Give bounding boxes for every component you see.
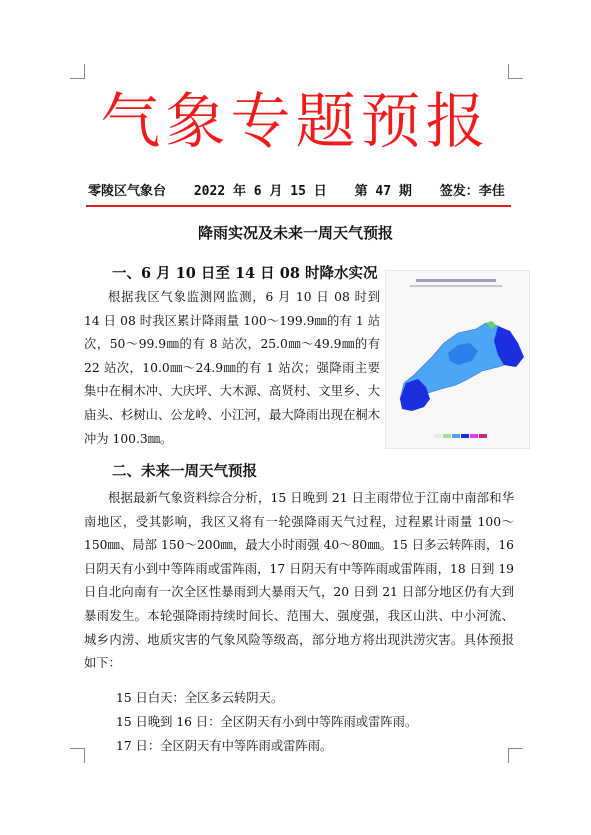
rainfall-map-graphic — [386, 271, 529, 448]
issue-number: 第 47 期 — [354, 184, 412, 199]
map-legend — [434, 434, 487, 438]
issue-date: 2022 年 6 月 15 日 — [193, 184, 327, 199]
map-subtitle-mark — [410, 285, 502, 287]
crop-mark-bottom-left — [70, 748, 85, 763]
issuer: 零陵区气象台 — [88, 184, 167, 199]
section1-heading: 一、6 月 10 日至 14 日 08 时降水实况 — [112, 265, 378, 282]
crop-mark-top-right — [508, 64, 523, 79]
forecast-item: 15 日白天：全区多云转阴天。 — [116, 691, 284, 705]
signer: 签发：李佳 — [439, 184, 505, 199]
section2-heading: 二、未来一周天气预报 — [112, 463, 257, 480]
crop-mark-top-left — [70, 64, 85, 79]
rainfall-map — [385, 270, 530, 449]
section1-paragraph: 根据我区气象监测网监测，6 月 10 日 08 时到 14 日 08 时我区累计降雨量 100～199.9㎜的有 1 站次，50～99.9㎜的有 8 站次，25.0㎜～49.9㎜的有 22 站次，10.0㎜～24.9㎜的有 1 站次；强降雨主要集中在桐木冲、大庆坪、大木源、高贤村、文里乡、大庙头、杉树山、公龙岭、小江河，最大降雨出现在桐木冲为 100.3㎜。 — [84, 290, 380, 446]
header-divider — [86, 205, 511, 207]
article-subtitle: 降雨实况及未来一周天气预报 — [197, 224, 393, 242]
document-meta — [88, 180, 518, 199]
forecast-item: 15 日晚到 16 日：全区阴天有小到中等阵雨或雷阵雨。 — [116, 715, 418, 729]
section2-paragraph: 根据最新气象资料综合分析，15 日晚到 21 日主雨带位于江南中南部和华南地区，受其影响，我区又将有一轮强降雨天气过程，过程累计雨量 100～150㎜、局部 150～200㎜，最大小时雨强 40～80㎜。15 日多云转阵雨，16 日阴天有小到中等阵雨或雷阵雨，17 日阴天有中等阵雨或雷阵雨，18 日到 19 日自北向南有一次全区性暴雨到大暴雨天气，20 日到 21 日部分地区仍有大到暴雨发生。本轮强降雨持续时间长、范围大、强度强，我区山洪、中小河流、城乡内涝、地质灾害的气象风险等级高，部分地方将出现洪涝灾害。具体预报如下： — [84, 491, 514, 671]
forecast-item: 17 日：全区阴天有中等阵雨或雷阵雨。 — [116, 739, 333, 753]
document-title: 气象专题预报 — [100, 87, 491, 157]
crop-mark-bottom-right — [508, 748, 523, 763]
map-title-mark — [416, 279, 496, 282]
